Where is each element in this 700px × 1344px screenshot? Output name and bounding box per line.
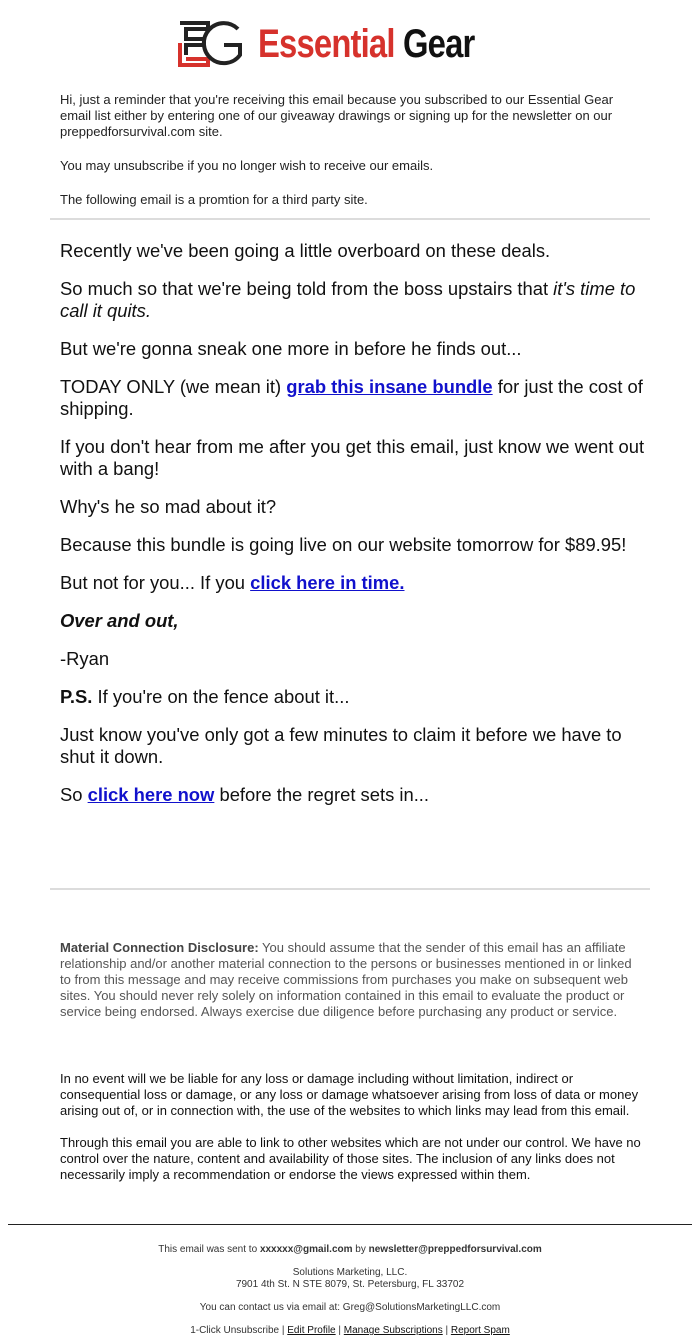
liability-paragraph: In no event will we be liable for any loss or damage including without limitation, indirect or consequential loss or damage, or any loss or damage whatsoever arising from loss of data or money arising out of, or in connection with, the use of the websites to which links may lead from this email. [60, 1071, 639, 1118]
emphasis-text: it's time to call it quits. [60, 278, 636, 321]
recipient-email: xxxxxx@gmail.com [259, 1244, 353, 1255]
intro-notice [60, 92, 640, 226]
disclosure-text: You should assume that the sender of this email has an affiliate relationship and/or another material connection to the persons or businesses mentioned in or linked to from this message and may receive commissions from purchases you make on subsequent web sites. You should never rely solely on information contained in this email to evaluate the product or service being endorsed. Always exercise due diligence before purchasing any product or service. [60, 940, 632, 1019]
edit-profile-link[interactable]: Edit Profile [287, 1325, 336, 1336]
sender-email: newsletter@preppedforsurvival.com [368, 1244, 542, 1255]
body-paragraph: But not for you... If you click here in time. [60, 572, 405, 593]
brand-name [258, 20, 474, 68]
body-paragraph: Recently we've been going a little overboard on these deals. [60, 240, 551, 261]
eg-logo-mark-icon [178, 19, 242, 69]
postscript: P.S. If you're on the fence about it... [60, 686, 350, 707]
manage-subscriptions-link[interactable]: Manage Subscriptions [343, 1325, 443, 1336]
body-paragraph: Why's he so mad about it? [60, 496, 277, 517]
disclosure-label: Material Connection Disclosure: [60, 940, 259, 955]
brand-logo [0, 18, 700, 70]
sign-off: Over and out, [60, 610, 179, 631]
body-paragraph: But we're gonna sneak one more in before he finds out... [60, 338, 522, 359]
body-paragraph: So click here now before the regret sets in... [60, 784, 430, 805]
report-spam-link[interactable]: Report Spam [450, 1325, 510, 1336]
material-disclosure [60, 940, 645, 1020]
divider-top [50, 218, 650, 220]
external-links-paragraph: Through this email you are able to link to other websites which are not under our control. We have no control over the nature, content and availability of those sites. The inclusion of any links does not necessarily imply a recommendation or endorse the views expressed within them. [60, 1135, 641, 1182]
company-name: Solutions Marketing, LLC. [292, 1267, 408, 1278]
footer-company [0, 1267, 700, 1291]
intro-promotion-note: The following email is a promtion for a third party site. [60, 192, 368, 207]
footer-links: 1-Click Unsubscribe | Edit Profile | Manage Subscriptions | Report Spam [190, 1325, 510, 1336]
brand-word-gear: Gear [402, 22, 475, 66]
footer-sent-info: This email was sent to xxxxxx@gmail.com by newsletter@preppedforsurvival.com [158, 1244, 542, 1255]
body-paragraph: So much so that we're being told from the boss upstairs that it's time to call it quits. [60, 278, 636, 321]
intro-subscription-reminder: Hi, just a reminder that you're receiving this email because you subscribed to our Essential Gear email list either by entering one of our giveaway drawings or signing up for the newsletter on our preppedforsurvival.com site. [60, 92, 614, 139]
click-here-now-link[interactable]: click here now [87, 784, 215, 805]
brand-word-essential: Essential [258, 22, 395, 66]
footer-contact: You can contact us via email at: Greg@SolutionsMarketingLLC.com [199, 1302, 501, 1313]
footer-divider [8, 1224, 692, 1225]
body-paragraph: If you don't hear from me after you get this email, just know we went out with a bang! [60, 436, 645, 479]
bundle-link[interactable]: grab this insane bundle [286, 376, 493, 397]
body-paragraph: Because this bundle is going live on our website tomorrow for $89.95! [60, 534, 627, 555]
signature: -Ryan [60, 648, 110, 669]
intro-unsubscribe-note: You may unsubscribe if you no longer wish to receive our emails. [60, 158, 434, 173]
body-paragraph: Just know you've only got a few minutes to claim it before we have to shut it down. [60, 724, 622, 767]
one-click-unsubscribe-label: 1-Click Unsubscribe [190, 1325, 280, 1336]
click-here-in-time-link[interactable]: click here in time. [250, 572, 405, 593]
body-paragraph: TODAY ONLY (we mean it) grab this insane bundle for just the cost of shipping. [60, 376, 643, 419]
company-address: 7901 4th St. N STE 8079, St. Petersburg, FL 33702 [235, 1279, 465, 1290]
divider-bottom [50, 888, 650, 890]
email-body [60, 240, 645, 822]
legal-notice [60, 1071, 645, 1199]
